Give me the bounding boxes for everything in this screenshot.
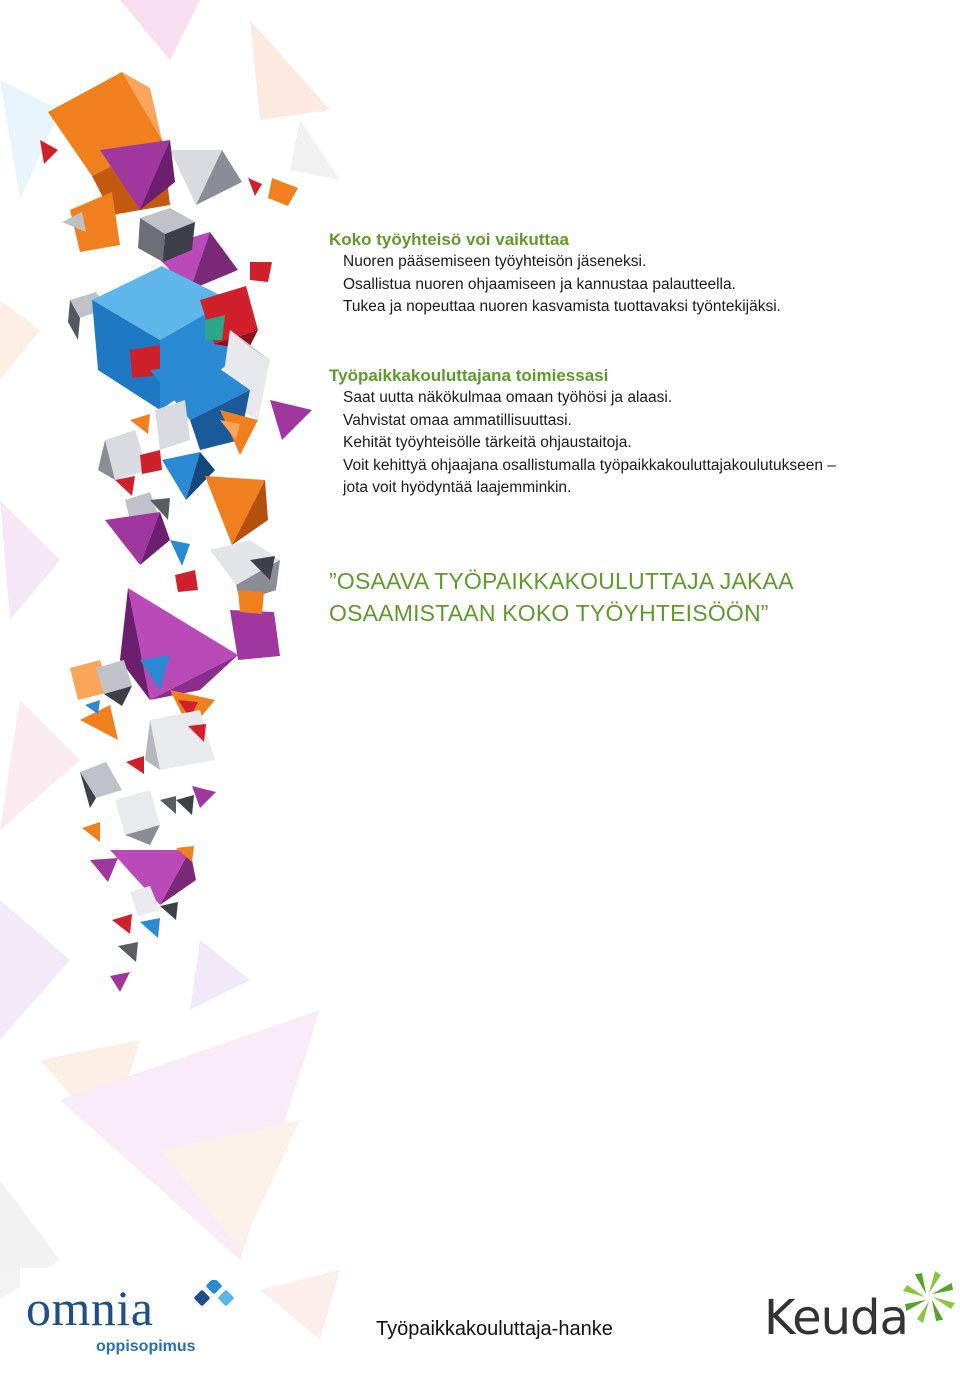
list-item: Saat uutta näkökulmaa omaan työhösi ja alaasi.	[343, 389, 673, 406]
section-lines	[343, 387, 836, 500]
section-coworkers	[329, 229, 781, 319]
list-item: Kehität työyhteisölle tärkeitä ohjaustaitoja.	[343, 434, 632, 451]
list-item: Nuoren pääsemiseen työyhteisön jäseneksi.	[343, 253, 647, 270]
omnia-logo-sub: oppisopimus	[96, 1338, 196, 1355]
highlight-quote	[329, 565, 794, 629]
keuda-logo-icon	[900, 1268, 958, 1326]
list-item: jota voit hyödyntää laajemminkin.	[343, 479, 572, 496]
omnia-logo-icon	[192, 1280, 236, 1316]
omnia-logo-word: omnia	[26, 1280, 154, 1336]
omnia-logo	[20, 1268, 244, 1372]
section-trainer	[329, 365, 836, 500]
list-item: Voit kehittyä ohjaajana osallistumalla työpaikkakouluttajakoulutukseen –	[343, 456, 836, 474]
keuda-logo-word: Keuda	[764, 1290, 908, 1346]
list-item: Osallistua nuoren ohjaamiseen ja kannustaa palautteella.	[343, 275, 736, 293]
project-name: Työpaikkakouluttaja-hanke	[376, 1318, 613, 1340]
list-item: Tukea ja nopeuttaa nuoren kasvamista tuottavaksi työntekijäksi.	[343, 298, 781, 315]
section-heading: Koko työyhteisö voi vaikuttaa	[329, 230, 569, 249]
list-item: Vahvistat omaa ammatillisuuttasi.	[343, 411, 572, 429]
section-lines	[343, 251, 781, 319]
quote-line: OSAAMISTAAN KOKO TYÖYHTEISÖÖN”	[329, 600, 769, 626]
section-heading: Työpaikkakouluttajana toimiessasi	[329, 366, 609, 385]
quote-line: ”OSAAVA TYÖPAIKKAKOULUTTAJA JAKAA	[329, 568, 794, 594]
